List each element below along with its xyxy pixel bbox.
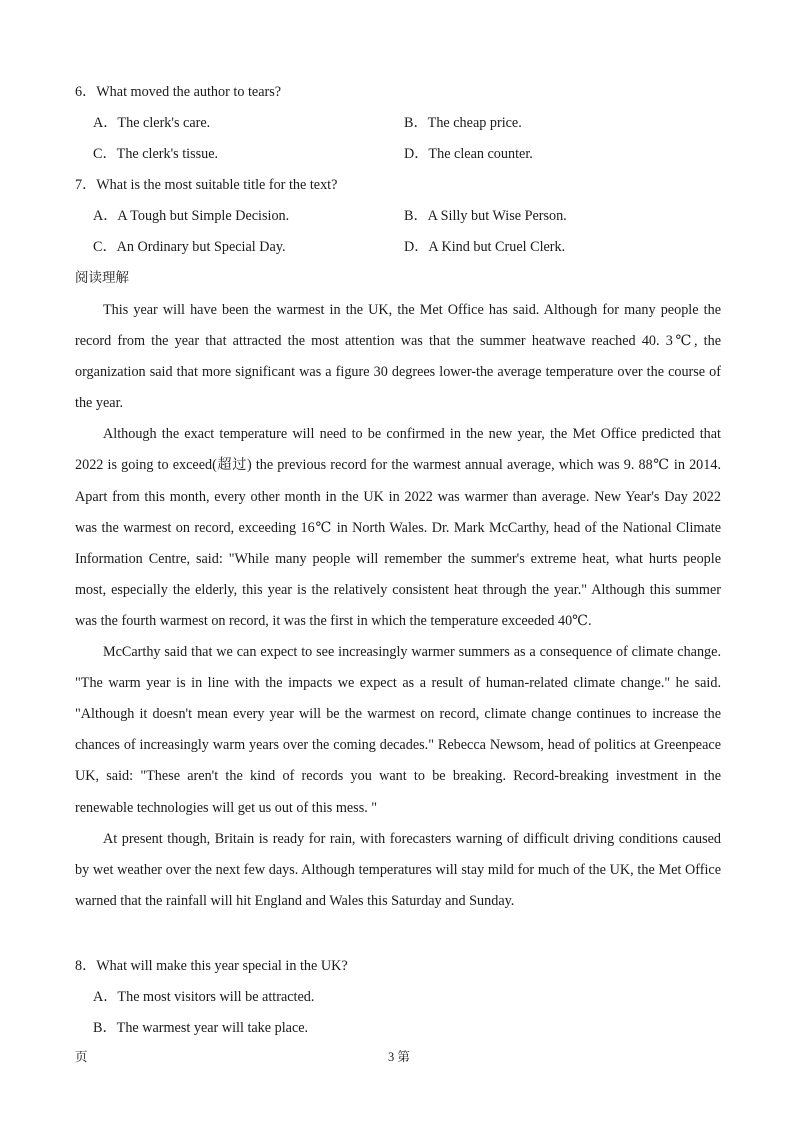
question-8-stem: 8．What will make this year special in the UK? <box>75 958 348 974</box>
question-8-option-a: A．The most visitors will be attracted. <box>93 989 315 1005</box>
passage-paragraph-3: McCarthy said that we can expect to see increasingly warmer summers as a consequence of climate change. "The warm year is in line with the impacts we expect as a result of human-related climate change." he said. "Although it doesn't mean every year will be the warmest on record, climate change continues to increase the chances of increasingly warm years over the coming decades." Rebecca Newsom, head of politics at Greenpeace UK, said: "These aren't the kind of records you want to be breaking. Record-breaking investment in the renewable technologies will get us out of this mess. " <box>75 644 721 816</box>
question-6-option-b: B．The cheap price. <box>404 115 522 131</box>
passage-paragraph-4: At present though, Britain is ready for rain, with forecasters warning of difficult driving conditions caused by wet weather over the next few days. Although temperatures will stay mild for much of the UK, the Met Office warned that the rainfall will hit England and Wales this Saturday and Sunday. <box>75 830 721 909</box>
question-6-option-a: A．The clerk's care. <box>93 115 211 131</box>
question-8-option-b: B．The warmest year will take place. <box>93 1020 309 1036</box>
question-7-option-c: C．An Ordinary but Special Day. <box>93 239 286 255</box>
question-7-stem: 7．What is the most suitable title for the text? <box>75 177 338 193</box>
question-6-option-d: D．The clean counter. <box>404 146 533 162</box>
passage-paragraph-2: Although the exact temperature will need to be confirmed in the new year, the Met Office predicted that 2022 is going to exceed(超过) the previous record for the warmest annual average, which was 9. 88℃ in 2014. Apart from this month, every other month in the UK in 2022 was warmer than average. New Year's Day 2022 was the warmest on record, exceeding 16℃ in North Wales. Dr. Mark McCarthy, head of the National Climate Information Centre, said: "While many people will remember the summer's extreme heat, what hurts people most, especially the elderly, this year is the relatively consistent heat through the year." Although this summer was the fourth warmest on record, it was the first in which the temperature exceeded 40℃. <box>75 426 721 629</box>
passage-paragraph-1: This year will have been the warmest in the UK, the Met Office has said. Although for many people the record from the year that attracted the most attention was that the summer heatwave reached 40. 3℃, the organization said that more significant was a figure 30 degrees lower-the average temperature over the course of the year. <box>75 302 721 412</box>
question-6-option-c: C．The clerk's tissue. <box>93 146 219 162</box>
question-7-option-a: A．A Tough but Simple Decision. <box>93 208 290 224</box>
question-7-option-d: D．A Kind but Cruel Clerk. <box>404 239 566 255</box>
question-6-stem: 6．What moved the author to tears? <box>75 84 282 100</box>
section-title: 阅读理解 <box>75 270 129 286</box>
footer-page-label: 页 <box>75 1050 88 1064</box>
reading-passage <box>75 295 721 917</box>
footer-page-number: 3 第 <box>388 1050 410 1064</box>
question-7-option-b: B．A Silly but Wise Person. <box>404 208 567 224</box>
